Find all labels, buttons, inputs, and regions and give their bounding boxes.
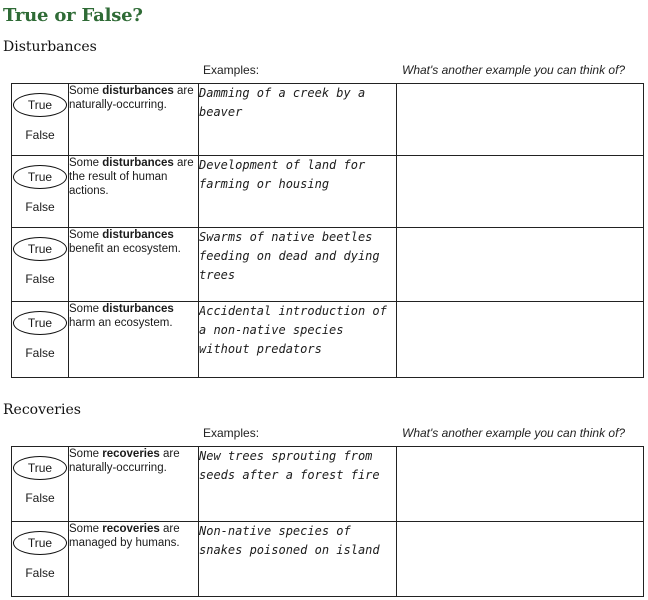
table-row	[12, 228, 644, 302]
answer-field[interactable]	[397, 302, 644, 378]
answer-field[interactable]	[397, 447, 644, 522]
false-option[interactable]: False	[25, 566, 55, 580]
example-cell: Damming of a creek by a beaver	[199, 84, 397, 156]
table-row	[12, 302, 644, 378]
false-option[interactable]: False	[25, 272, 55, 286]
table-row	[12, 447, 644, 522]
statement-cell: Some recoveries are naturally-occurring.	[69, 447, 199, 522]
example-cell: Non-native species of snakes poisoned on island	[199, 522, 397, 597]
example-cell: Development of land for farming or housing	[199, 156, 397, 228]
section-heading-recoveries: Recoveries	[3, 402, 81, 418]
statement-cell: Some disturbances harm an ecosystem.	[69, 302, 199, 378]
true-option[interactable]: True	[27, 316, 53, 330]
statement-cell: Some disturbances are the result of human actions.	[69, 156, 199, 228]
section-heading-disturbances: Disturbances	[3, 39, 97, 55]
example-cell: Swarms of native beetles feeding on dead and dying trees	[199, 228, 397, 302]
true-option[interactable]: True	[27, 98, 53, 112]
statement-cell: Some disturbances are naturally-occurring.	[69, 84, 199, 156]
answer-field[interactable]	[397, 156, 644, 228]
true-false-cell[interactable]	[12, 84, 69, 156]
statement-cell: Some recoveries are managed by humans.	[69, 522, 199, 597]
table-row	[12, 522, 644, 597]
examples-header: Examples:	[203, 426, 260, 440]
answer-field[interactable]	[397, 228, 644, 302]
false-option[interactable]: False	[25, 346, 55, 360]
false-option[interactable]: False	[25, 491, 55, 505]
true-option[interactable]: True	[27, 461, 53, 475]
true-false-cell[interactable]	[12, 156, 69, 228]
table-row	[12, 84, 644, 156]
true-false-cell[interactable]	[12, 522, 69, 597]
worksheet-title: True or False?	[3, 5, 143, 26]
true-option[interactable]: True	[27, 170, 53, 184]
table-row	[12, 156, 644, 228]
answer-header: What's another example you can think of?	[402, 63, 626, 77]
answer-header: What's another example you can think of?	[402, 426, 626, 440]
true-false-cell[interactable]	[12, 302, 69, 378]
false-option[interactable]: False	[25, 200, 55, 214]
recoveries-table	[11, 446, 644, 597]
true-false-cell[interactable]	[12, 228, 69, 302]
true-false-cell[interactable]	[12, 447, 69, 522]
true-option[interactable]: True	[27, 242, 53, 256]
example-cell: New trees sprouting from seeds after a forest fire	[199, 447, 397, 522]
answer-field[interactable]	[397, 522, 644, 597]
example-cell: Accidental introduction of a non-native species without predators	[199, 302, 397, 378]
answer-field[interactable]	[397, 84, 644, 156]
statement-cell: Some disturbances benefit an ecosystem.	[69, 228, 199, 302]
true-option[interactable]: True	[27, 536, 53, 550]
false-option[interactable]: False	[25, 128, 55, 142]
examples-header: Examples:	[203, 63, 260, 77]
disturbances-table	[11, 83, 644, 378]
